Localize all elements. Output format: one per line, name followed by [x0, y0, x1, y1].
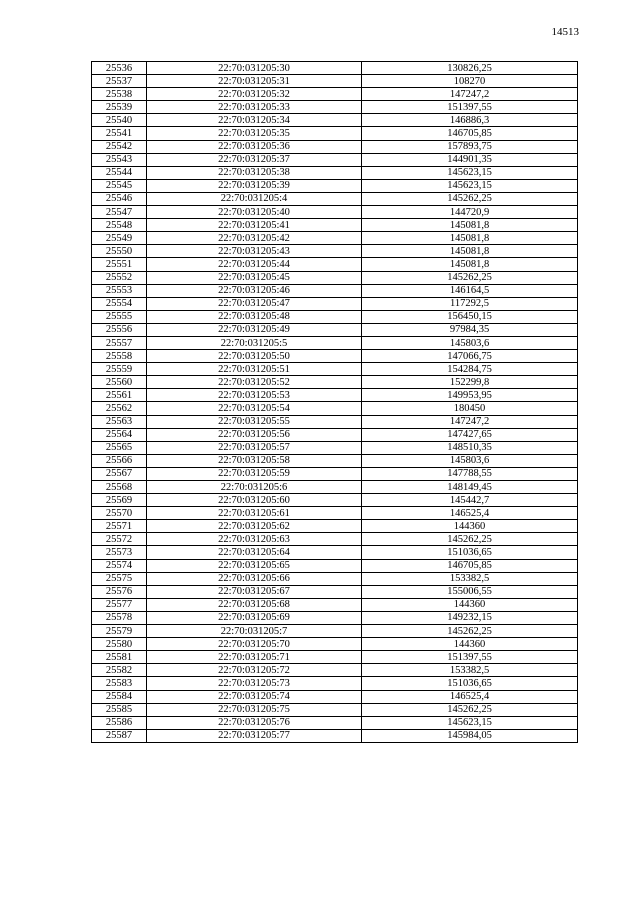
cadastral-number-cell: 22:70:031205:69 [147, 611, 362, 624]
cadastral-value-cell: 145081,8 [362, 245, 578, 258]
cadastral-number-cell: 22:70:031205:44 [147, 258, 362, 271]
cadastral-number-cell: 22:70:031205:68 [147, 598, 362, 611]
cadastral-value-cell: 144360 [362, 520, 578, 533]
row-number-cell: 25574 [92, 559, 147, 572]
cadastral-number-cell: 22:70:031205:65 [147, 559, 362, 572]
cadastral-number-cell: 22:70:031205:30 [147, 62, 362, 75]
table-row [92, 140, 578, 153]
cadastral-number-cell: 22:70:031205:76 [147, 716, 362, 729]
table-row [92, 363, 578, 376]
table-row [92, 75, 578, 88]
row-number-cell: 25570 [92, 507, 147, 520]
row-number-cell: 25577 [92, 598, 147, 611]
cadastral-value-cell: 146525,4 [362, 507, 578, 520]
row-number-cell: 25563 [92, 415, 147, 428]
cadastral-value-cell: 149953,95 [362, 389, 578, 402]
table-row [92, 625, 578, 638]
cadastral-value-table [91, 61, 578, 743]
table-row [92, 651, 578, 664]
table-row [92, 507, 578, 520]
cadastral-number-cell: 22:70:031205:32 [147, 88, 362, 101]
cadastral-value-cell: 146886,3 [362, 114, 578, 127]
table-row [92, 572, 578, 585]
table-row [92, 127, 578, 140]
row-number-cell: 25575 [92, 572, 147, 585]
row-number-cell: 25581 [92, 651, 147, 664]
cadastral-number-cell: 22:70:031205:31 [147, 75, 362, 88]
cadastral-value-cell: 152299,8 [362, 376, 578, 389]
row-number-cell: 25583 [92, 677, 147, 690]
cadastral-number-cell: 22:70:031205:64 [147, 546, 362, 559]
cadastral-value-cell: 145262,25 [362, 533, 578, 546]
row-number-cell: 25585 [92, 703, 147, 716]
row-number-cell: 25587 [92, 729, 147, 742]
table-row [92, 467, 578, 480]
cadastral-number-cell: 22:70:031205:43 [147, 245, 362, 258]
row-number-cell: 25573 [92, 546, 147, 559]
row-number-cell: 25551 [92, 258, 147, 271]
table-row [92, 441, 578, 454]
table-row [92, 323, 578, 336]
cadastral-number-cell: 22:70:031205:42 [147, 232, 362, 245]
cadastral-number-cell: 22:70:031205:57 [147, 441, 362, 454]
cadastral-number-cell: 22:70:031205:7 [147, 625, 362, 638]
table-row [92, 310, 578, 323]
cadastral-value-cell: 156450,15 [362, 310, 578, 323]
row-number-cell: 25552 [92, 271, 147, 284]
cadastral-value-cell: 145803,6 [362, 336, 578, 349]
cadastral-value-cell: 144720,9 [362, 206, 578, 219]
cadastral-value-cell: 145442,7 [362, 494, 578, 507]
cadastral-value-cell: 157893,75 [362, 140, 578, 153]
cadastral-value-cell: 145081,8 [362, 258, 578, 271]
cadastral-number-cell: 22:70:031205:60 [147, 494, 362, 507]
row-number-cell: 25555 [92, 310, 147, 323]
cadastral-value-cell: 151036,65 [362, 546, 578, 559]
cadastral-number-cell: 22:70:031205:56 [147, 428, 362, 441]
cadastral-number-cell: 22:70:031205:66 [147, 572, 362, 585]
row-number-cell: 25554 [92, 297, 147, 310]
table-row [92, 88, 578, 101]
row-number-cell: 25580 [92, 638, 147, 651]
table-row [92, 638, 578, 651]
table-row [92, 559, 578, 572]
table-row [92, 153, 578, 166]
cadastral-number-cell: 22:70:031205:47 [147, 297, 362, 310]
row-number-cell: 25572 [92, 533, 147, 546]
cadastral-value-cell: 145262,25 [362, 703, 578, 716]
cadastral-number-cell: 22:70:031205:67 [147, 585, 362, 598]
row-number-cell: 25557 [92, 336, 147, 349]
cadastral-value-cell: 147247,2 [362, 88, 578, 101]
cadastral-number-cell: 22:70:031205:52 [147, 376, 362, 389]
table-row [92, 179, 578, 192]
cadastral-value-cell: 146705,85 [362, 127, 578, 140]
cadastral-number-cell: 22:70:031205:6 [147, 481, 362, 494]
table-row [92, 729, 578, 742]
table-row [92, 454, 578, 467]
table-row [92, 494, 578, 507]
cadastral-value-cell: 146525,4 [362, 690, 578, 703]
table-body [92, 62, 578, 743]
cadastral-value-cell: 145081,8 [362, 219, 578, 232]
cadastral-value-cell: 151036,65 [362, 677, 578, 690]
row-number-cell: 25541 [92, 127, 147, 140]
cadastral-number-cell: 22:70:031205:54 [147, 402, 362, 415]
cadastral-number-cell: 22:70:031205:75 [147, 703, 362, 716]
cadastral-value-cell: 146705,85 [362, 559, 578, 572]
cadastral-number-cell: 22:70:031205:34 [147, 114, 362, 127]
cadastral-value-cell: 151397,55 [362, 101, 578, 114]
cadastral-value-cell: 145623,15 [362, 166, 578, 179]
row-number-cell: 25567 [92, 467, 147, 480]
row-number-cell: 25576 [92, 585, 147, 598]
table-row [92, 376, 578, 389]
table-row [92, 520, 578, 533]
row-number-cell: 25579 [92, 625, 147, 638]
cadastral-value-cell: 145262,25 [362, 625, 578, 638]
cadastral-number-cell: 22:70:031205:41 [147, 219, 362, 232]
cadastral-number-cell: 22:70:031205:58 [147, 454, 362, 467]
cadastral-number-cell: 22:70:031205:71 [147, 651, 362, 664]
cadastral-value-cell: 145984,05 [362, 729, 578, 742]
row-number-cell: 25538 [92, 88, 147, 101]
cadastral-value-cell: 97984,35 [362, 323, 578, 336]
cadastral-number-cell: 22:70:031205:33 [147, 101, 362, 114]
table-row [92, 232, 578, 245]
row-number-cell: 25584 [92, 690, 147, 703]
table-row [92, 219, 578, 232]
cadastral-number-cell: 22:70:031205:50 [147, 350, 362, 363]
table-row [92, 206, 578, 219]
cadastral-value-cell: 145262,25 [362, 271, 578, 284]
table-row [92, 428, 578, 441]
cadastral-value-cell: 147066,75 [362, 350, 578, 363]
row-number-cell: 25542 [92, 140, 147, 153]
cadastral-number-cell: 22:70:031205:74 [147, 690, 362, 703]
row-number-cell: 25548 [92, 219, 147, 232]
cadastral-value-cell: 180450 [362, 402, 578, 415]
cadastral-number-cell: 22:70:031205:36 [147, 140, 362, 153]
table-row [92, 271, 578, 284]
cadastral-value-cell: 144360 [362, 598, 578, 611]
cadastral-value-cell: 145803,6 [362, 454, 578, 467]
table-row [92, 350, 578, 363]
cadastral-value-cell: 148510,35 [362, 441, 578, 454]
cadastral-value-cell: 151397,55 [362, 651, 578, 664]
table-row [92, 389, 578, 402]
row-number-cell: 25545 [92, 179, 147, 192]
table-row [92, 611, 578, 624]
cadastral-value-cell: 144360 [362, 638, 578, 651]
cadastral-value-cell: 155006,55 [362, 585, 578, 598]
cadastral-number-cell: 22:70:031205:55 [147, 415, 362, 428]
cadastral-value-cell: 146164,5 [362, 284, 578, 297]
cadastral-number-cell: 22:70:031205:72 [147, 664, 362, 677]
row-number-cell: 25549 [92, 232, 147, 245]
table-row [92, 703, 578, 716]
cadastral-number-cell: 22:70:031205:63 [147, 533, 362, 546]
row-number-cell: 25586 [92, 716, 147, 729]
row-number-cell: 25562 [92, 402, 147, 415]
cadastral-number-cell: 22:70:031205:59 [147, 467, 362, 480]
table-row [92, 101, 578, 114]
cadastral-number-cell: 22:70:031205:62 [147, 520, 362, 533]
table-row [92, 258, 578, 271]
table-row [92, 598, 578, 611]
row-number-cell: 25556 [92, 323, 147, 336]
cadastral-number-cell: 22:70:031205:51 [147, 363, 362, 376]
table-row [92, 415, 578, 428]
row-number-cell: 25582 [92, 664, 147, 677]
table-row [92, 533, 578, 546]
table-row [92, 284, 578, 297]
cadastral-value-cell: 117292,5 [362, 297, 578, 310]
row-number-cell: 25565 [92, 441, 147, 454]
cadastral-value-cell: 147247,2 [362, 415, 578, 428]
cadastral-number-cell: 22:70:031205:35 [147, 127, 362, 140]
table-row [92, 716, 578, 729]
row-number-cell: 25543 [92, 153, 147, 166]
cadastral-number-cell: 22:70:031205:48 [147, 310, 362, 323]
cadastral-value-cell: 145623,15 [362, 716, 578, 729]
row-number-cell: 25578 [92, 611, 147, 624]
cadastral-value-cell: 148149,45 [362, 481, 578, 494]
row-number-cell: 25561 [92, 389, 147, 402]
row-number-cell: 25544 [92, 166, 147, 179]
row-number-cell: 25539 [92, 101, 147, 114]
row-number-cell: 25547 [92, 206, 147, 219]
cadastral-number-cell: 22:70:031205:73 [147, 677, 362, 690]
cadastral-value-cell: 147427,65 [362, 428, 578, 441]
cadastral-number-cell: 22:70:031205:53 [147, 389, 362, 402]
cadastral-number-cell: 22:70:031205:37 [147, 153, 362, 166]
table-row [92, 690, 578, 703]
table-row [92, 402, 578, 415]
row-number-cell: 25553 [92, 284, 147, 297]
cadastral-value-cell: 145262,25 [362, 192, 578, 205]
cadastral-value-cell: 153382,5 [362, 664, 578, 677]
cadastral-number-cell: 22:70:031205:39 [147, 179, 362, 192]
cadastral-value-cell: 153382,5 [362, 572, 578, 585]
cadastral-number-cell: 22:70:031205:61 [147, 507, 362, 520]
cadastral-number-cell: 22:70:031205:40 [147, 206, 362, 219]
cadastral-number-cell: 22:70:031205:70 [147, 638, 362, 651]
table-row [92, 297, 578, 310]
cadastral-value-cell: 145081,8 [362, 232, 578, 245]
cadastral-value-cell: 108270 [362, 75, 578, 88]
cadastral-value-cell: 147788,55 [362, 467, 578, 480]
cadastral-value-cell: 144901,35 [362, 153, 578, 166]
row-number-cell: 25540 [92, 114, 147, 127]
table-row [92, 664, 578, 677]
row-number-cell: 25564 [92, 428, 147, 441]
table-row [92, 481, 578, 494]
row-number-cell: 25566 [92, 454, 147, 467]
cadastral-number-cell: 22:70:031205:45 [147, 271, 362, 284]
row-number-cell: 25537 [92, 75, 147, 88]
cadastral-number-cell: 22:70:031205:5 [147, 336, 362, 349]
row-number-cell: 25571 [92, 520, 147, 533]
cadastral-value-cell: 130826,25 [362, 62, 578, 75]
table-row [92, 245, 578, 258]
table-row [92, 336, 578, 349]
table-row [92, 166, 578, 179]
row-number-cell: 25568 [92, 481, 147, 494]
cadastral-number-cell: 22:70:031205:38 [147, 166, 362, 179]
cadastral-number-cell: 22:70:031205:49 [147, 323, 362, 336]
table-row [92, 192, 578, 205]
cadastral-number-cell: 22:70:031205:77 [147, 729, 362, 742]
table-row [92, 677, 578, 690]
table-row [92, 546, 578, 559]
table-row [92, 585, 578, 598]
cadastral-value-cell: 149232,15 [362, 611, 578, 624]
cadastral-number-cell: 22:70:031205:4 [147, 192, 362, 205]
table-row [92, 114, 578, 127]
row-number-cell: 25559 [92, 363, 147, 376]
row-number-cell: 25558 [92, 350, 147, 363]
cadastral-value-cell: 145623,15 [362, 179, 578, 192]
page-number: 14513 [551, 26, 579, 38]
cadastral-number-cell: 22:70:031205:46 [147, 284, 362, 297]
table-row [92, 62, 578, 75]
row-number-cell: 25536 [92, 62, 147, 75]
row-number-cell: 25560 [92, 376, 147, 389]
cadastral-value-cell: 154284,75 [362, 363, 578, 376]
row-number-cell: 25569 [92, 494, 147, 507]
row-number-cell: 25546 [92, 192, 147, 205]
row-number-cell: 25550 [92, 245, 147, 258]
